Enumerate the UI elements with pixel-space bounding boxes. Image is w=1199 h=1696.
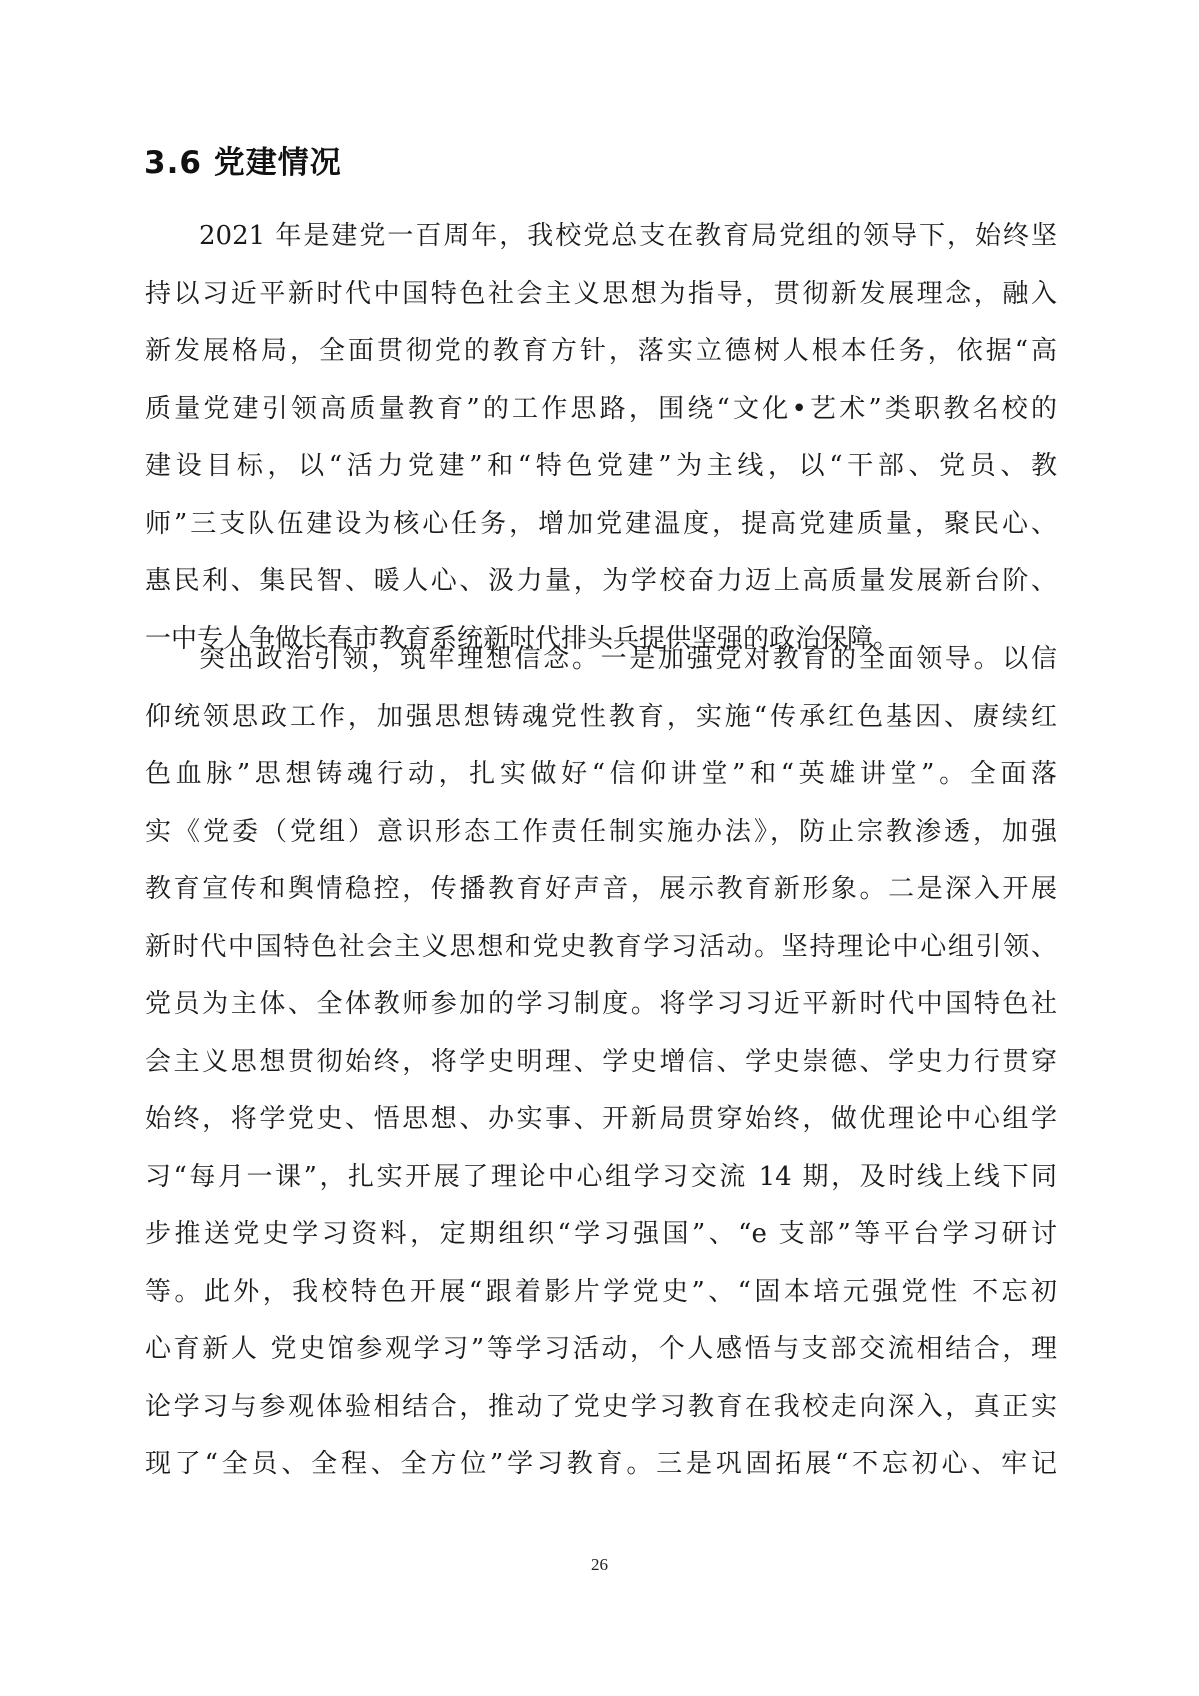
text-line: 色血脉”思想铸魂行动，扎实做好“信仰讲堂”和“英雄讲堂”。全面落 (145, 759, 1057, 789)
text-line: 心育新人 党史馆参观学习”等学习活动，个人感悟与支部交流相结合，理 (145, 1334, 1057, 1364)
paragraph-2 (145, 631, 1057, 1494)
text-line: 论学习与参观体验相结合，推动了党史学习教育在我校走向深入，真正实 (145, 1391, 1057, 1422)
text-line: 建设目标，以“活力党建”和“特色党建”为主线，以“干部、党员、教 (145, 451, 1057, 481)
text-line: 新发展格局，全面贯彻党的教育方针，落实立德树人根本任务，依据“高 (145, 336, 1057, 366)
text-line: 持以习近平新时代中国特色社会主义思想为指导，贯彻新发展理念，融入 (145, 278, 1057, 309)
text-line: 习“每月一课”，扎实开展了理论中心组学习交流 14 期，及时线上线下同 (145, 1161, 1057, 1192)
text-line: 师”三支队伍建设为核心任务，增加党建温度，提高党建质量，聚民心、 (145, 508, 1057, 539)
text-line: 突出政治引领，筑牢理想信念。一是加强党对教育的全面领导。以信 (199, 644, 1057, 674)
text-line: 新时代中国特色社会主义思想和党史教育学习活动。坚持理论中心组引领、 (145, 931, 1057, 962)
text-line: 实《党委（党组）意识形态工作责任制实施办法》，防止宗教渗透，加强 (145, 816, 1057, 847)
text-line: 现了“全员、全程、全方位”学习教育。三是巩固拓展“不忘初心、牢记 (145, 1449, 1057, 1479)
text-line: 惠民利、集民智、暖人心、汲力量，为学校奋力迈上高质量发展新台阶、 (145, 566, 1057, 596)
page-number: 26 (591, 1555, 608, 1574)
text-line: 会主义思想贯彻始终，将学史明理、学史增信、学史崇德、学史力行贯穿 (145, 1046, 1057, 1077)
paragraph-1 (145, 208, 1057, 668)
text-line: 步推送党史学习资料，定期组织“学习强国”、“e 支部”等平台学习研讨 (145, 1219, 1057, 1249)
text-line: 教育宣传和舆情稳控，传播教育好声音，展示教育新形象。二是深入开展 (145, 874, 1057, 904)
text-line: 仰统领思政工作，加强思想铸魂党性教育，实施“传承红色基因、赓续红 (145, 701, 1057, 732)
text-line: 2021 年是建党一百周年，我校党总支在教育局党组的领导下，始终坚 (199, 221, 1057, 251)
text-line: 质量党建引领高质量教育”的工作思路，围绕“文化•艺术”类职教名校的 (145, 393, 1057, 424)
text-line: 党员为主体、全体教师参加的学习制度。将学习习近平新时代中国特色社 (145, 989, 1057, 1019)
text-line: 一中专人争做长春市教育系统新时代排头兵提供坚强的政治保障。 (145, 623, 900, 654)
text-line: 等。此外，我校特色开展“跟着影片学党史”、“固本培元强党性 不忘初 (145, 1276, 1057, 1307)
section-heading: 3.6 党建情况 (144, 145, 342, 181)
text-line: 始终，将学党史、悟思想、办实事、开新局贯穿始终，做优理论中心组学 (145, 1104, 1057, 1134)
